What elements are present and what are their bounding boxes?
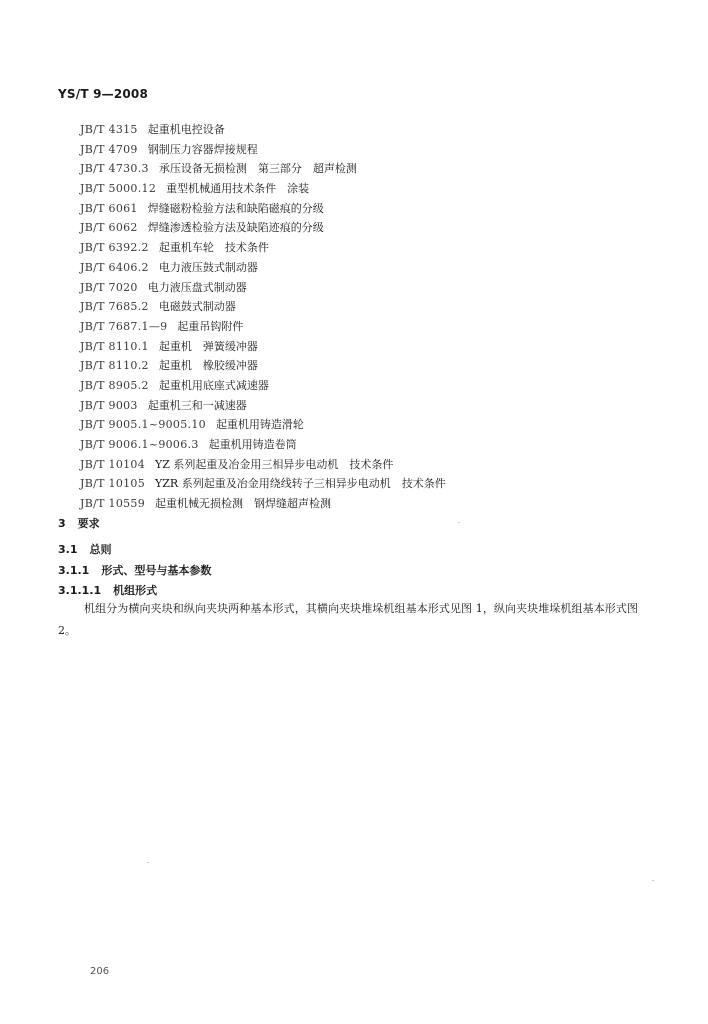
section-number: 3.1.1.1 — [58, 584, 102, 597]
reference-item — [80, 474, 446, 494]
reference-code: JB/T 9005.1~9005.10 — [80, 418, 206, 432]
reference-code: JB/T 4730.3 — [80, 162, 149, 176]
reference-title: 电力液压盘式制动器 — [147, 280, 247, 294]
reference-code: JB/T 6062 — [80, 221, 138, 235]
reference-item — [80, 199, 446, 219]
reference-title: 起重机车轮 技术条件 — [158, 241, 269, 255]
reference-item — [80, 376, 446, 396]
reference-item — [80, 337, 446, 357]
reference-code: JB/T 10559 — [80, 497, 146, 511]
reference-code: JB/T 9003 — [80, 398, 138, 412]
reference-code: JB/T 10105 — [80, 477, 146, 491]
reference-item — [80, 396, 446, 416]
reference-item — [80, 415, 446, 435]
reference-title: 重型机械通用技术条件 涂装 — [166, 182, 310, 196]
reference-title: 起重机 橡胶缓冲器 — [158, 359, 258, 373]
reference-item — [80, 258, 446, 278]
reference-code: JB/T 6061 — [80, 201, 138, 215]
reference-title: YZ 系列起重及冶金用三相异步电动机 技术条件 — [155, 457, 394, 471]
document-code-header: YS/T 9—2008 — [58, 87, 149, 101]
section-number: 3.1.1 — [58, 564, 90, 577]
reference-code: JB/T 5000.12 — [80, 182, 157, 196]
section-heading-3-1 — [58, 541, 112, 557]
reference-item — [80, 278, 446, 298]
reference-item — [80, 218, 446, 238]
normative-references-list — [80, 120, 446, 514]
reference-title: 起重机用底座式减速器 — [158, 378, 269, 392]
reference-code: JB/T 8110.1 — [80, 339, 149, 353]
reference-code: JB/T 8110.2 — [80, 359, 149, 373]
reference-title: 焊缝渗透检验方法及缺陷迹痕的分级 — [147, 221, 324, 235]
reference-title: 起重机械无损检测 钢焊缝超声检测 — [155, 497, 332, 511]
reference-title: 承压设备无损检测 第三部分 超声检测 — [158, 162, 357, 176]
reference-title: 钢制压力容器焊接规程 — [147, 142, 258, 156]
reference-title: 起重机三和一减速器 — [147, 398, 247, 412]
reference-code: JB/T 7687.1—9 — [80, 319, 168, 333]
reference-title: 起重吊钩附件 — [177, 319, 244, 333]
reference-code: JB/T 6406.2 — [80, 260, 149, 274]
reference-code: JB/T 9006.1~9006.3 — [80, 438, 199, 451]
reference-item — [80, 435, 446, 455]
reference-item — [80, 179, 446, 199]
reference-code: JB/T 10104 — [80, 457, 146, 471]
reference-title: 电磁鼓式制动器 — [158, 300, 236, 314]
reference-item — [80, 317, 446, 337]
reference-title: 起重机电控设备 — [147, 123, 225, 136]
reference-code: JB/T 7685.2 — [80, 300, 149, 314]
scan-speck — [652, 880, 654, 881]
reference-code: JB/T 7020 — [80, 280, 138, 294]
reference-item — [80, 455, 446, 475]
reference-item — [80, 159, 446, 179]
reference-title: 焊缝磁粉检验方法和缺陷磁痕的分级 — [147, 201, 324, 215]
section-heading-3-1-1-1 — [58, 582, 157, 598]
section-title: 总则 — [89, 543, 112, 556]
body-paragraph: 机组分为横向夹块和纵向夹块两种基本形式，其横向夹块堆垛机组基本形式见图 1，纵向夹块堆垛机组基本形式图 2。 — [58, 602, 638, 637]
page-number: 206 — [90, 966, 110, 977]
section-title: 形式、型号与基本参数 — [101, 564, 212, 577]
section-number: 3.1 — [58, 543, 78, 556]
reference-item — [80, 140, 446, 160]
reference-code: JB/T 4315 — [80, 123, 138, 136]
scan-speck — [458, 522, 460, 523]
reference-title: 电力液压鼓式制动器 — [158, 260, 258, 274]
reference-item — [80, 356, 446, 376]
reference-code: JB/T 8905.2 — [80, 378, 149, 392]
reference-title: YZR 系列起重及冶金用绕线转子三相异步电动机 技术条件 — [155, 477, 446, 491]
section-title: 要求 — [77, 517, 100, 530]
reference-title: 起重机用铸造滑轮 — [215, 418, 304, 432]
reference-item — [80, 297, 446, 317]
section-heading-3-1-1 — [58, 562, 211, 578]
reference-code: JB/T 6392.2 — [80, 241, 149, 255]
section-heading-3 — [58, 515, 100, 531]
reference-title: 起重机用铸造卷筒 — [208, 438, 297, 451]
reference-item — [80, 120, 446, 140]
reference-item — [80, 494, 446, 514]
reference-title: 起重机 弹簧缓冲器 — [158, 339, 258, 353]
section-number: 3 — [58, 517, 66, 530]
reference-code: JB/T 4709 — [80, 142, 138, 156]
scan-speck — [147, 862, 149, 863]
section-title: 机组形式 — [113, 584, 158, 597]
reference-item — [80, 238, 446, 258]
